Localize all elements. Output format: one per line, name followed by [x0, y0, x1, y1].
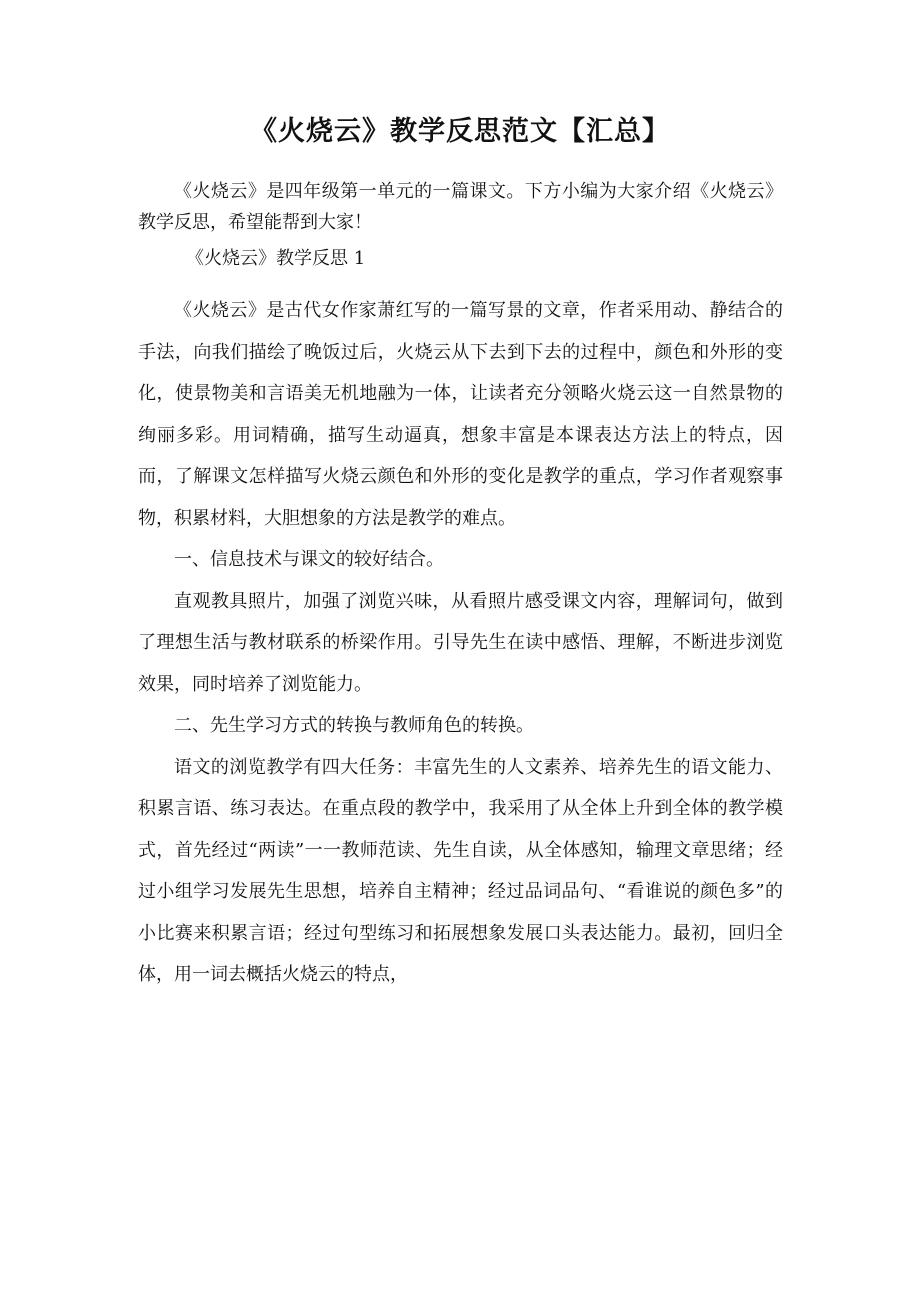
body-text	[138, 290, 783, 996]
paragraph-point-one-body: 直观教具照片，加强了浏览兴味，从看照片感受课文内容，理解词句，做到了理想生活与教材联系的桥梁作用。引导先生在读中感悟、理解，不断进步浏览效果，同时培养了浏览能力。	[138, 590, 783, 695]
document-title: 《火烧云》教学反思范文【汇总】	[250, 116, 670, 147]
paragraph-point-two-heading: 二、先生学习方式的转换与教师角色的转换。	[174, 715, 534, 736]
paragraph-point-one-heading: 一、信息技术与课文的较好结合。	[174, 549, 444, 570]
paragraph-point-two-body: 语文的浏览教学有四大任务：丰富先生的人文素养、培养先生的语文能力、积累言语、练习表达。在重点段的教学中，我采用了从全体上升到全体的教学模式，首先经过“两读”一一教师范读、先生自读，从全体感知，输理文章思绪；经过小组学习发展先生思想，培养自主精神；经过品词品句、“看谁说的颜色多”的小比赛来积累言语；经过句型练习和拓展想象发展口头表达能力。最初，回归全体，用一词去概括火烧云的特点，	[138, 756, 783, 985]
paragraph-overview: 《火烧云》是古代女作家萧红写的一篇写景的文章，作者采用动、静结合的手法，向我们描绘了晚饭过后，火烧云从下去到下去的过程中，颜色和外形的变化，使景物美和言语美无机地融为一体，让读者充分领略火烧云这一自然景物的绚丽多彩。用词精确，描写生动逼真，想象丰富是本课表达方法上的特点，因而，了解课文怎样描写火烧云颜色和外形的变化是教学的重点，学习作者观察事物，积累材料，大胆想象的方法是教学的难点。	[138, 300, 783, 529]
intro-paragraph: 《火烧云》是四年级第一单元的一篇课文。下方小编为大家介绍《火烧云》教学反思，希望能帮到大家！	[138, 181, 783, 233]
section-heading: 《火烧云》教学反思 1	[186, 248, 366, 269]
